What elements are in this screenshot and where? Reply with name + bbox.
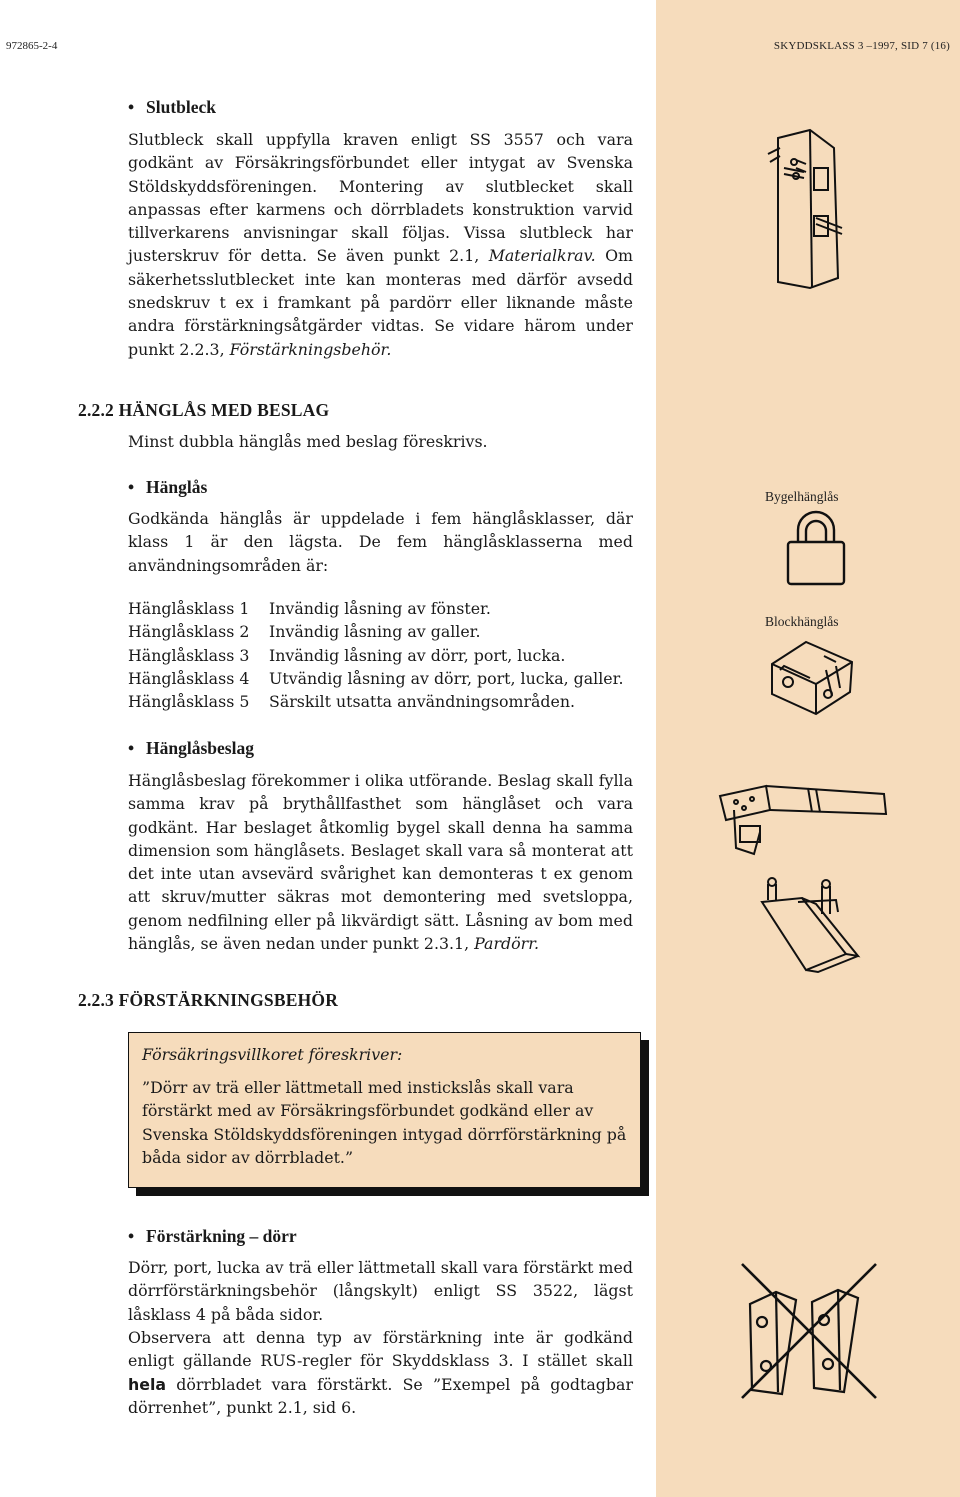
callout-title: Försäkringsvillkoret föreskriver: (142, 1045, 403, 1064)
list-item: Hänglåsklass 3 Invändig låsning av dörr, port, lucka. (128, 645, 566, 665)
list-item: Hänglåsklass 5 Särskilt utsatta användningsområden. (128, 692, 576, 712)
hanglas-heading: • Hänglås (128, 477, 208, 497)
hanglas-class-list (128, 597, 623, 713)
insurance-callout (128, 1032, 641, 1188)
block-padlock-illustration (766, 636, 856, 716)
slutbleck-paragraph: Slutbleck skall uppfylla kraven enligt SS 3557 och vara godkänt av Försäkringsförbundet eller intygat av Svenska Stöldskyddsföreningen. Montering av slutblecket skall anpassas efter karmens och dörrbladets konstruktion varvid tillverkarens anvisningar skall följas. Vissa slutbleck har justerskruv för detta. Se även punkt 2.1, Materialkrav. Om säkerhetsslutblecket inte kan monteras med därför avsedd snedskruv t ex i framkant på pardörr eller liknande måste andra förstärkningsåtgärder vidtas. Se vidare härom under punkt 2.2.3, Förstärkningsbehör. (128, 130, 634, 359)
bygelhanglas-label: Bygelhänglås (765, 489, 839, 504)
page-header: SKYDDSKLASS 3 –1997, SID 7 (16) (773, 40, 950, 52)
forstarkning-paragraph-2: Observera att denna typ av förstärkning inte är godkänd enligt gällande RUS-regler för Skyddsklass 3. I stället skall hela dörrbladet vara förstärkt. Se ”Exempel på godtagbar dörrenhet”, punkt 2.1, sid 6. (128, 1328, 633, 1417)
hanglasbeslag-heading: • Hänglåsbeslag (128, 738, 254, 758)
slutbleck-heading: • Slutbleck (128, 97, 217, 117)
hanglas-paragraph: Godkända hänglås är uppdelade i fem hänglåsklasser, där klass 1 är den lägsta. De fem hänglåsklasserna med användningsområden är: (128, 509, 633, 575)
door-reinforcement-illustration (740, 1262, 880, 1402)
callout-body: ”Dörr av trä eller lättmetall med instickslås skall vara förstärkt med av Försäkringsförbundet godkänd eller av Svenska Stöldskyddsföreningen intygad dörrförstärkning på båda sidor av dörrbladet.” (142, 1078, 627, 1167)
list-item: Hänglåsklass 4 Utvändig låsning av dörr, port, lucka, galler. (128, 668, 624, 688)
list-item: Hänglåsklass 2 Invändig låsning av galler. (128, 622, 481, 642)
strike-plate-illustration (766, 128, 848, 290)
section-223-heading: 2.2.3 FÖRSTÄRKNINGSBEHÖR (78, 990, 339, 1010)
blockhanglas-label: Blockhänglås (765, 614, 839, 629)
hasp-illustration (716, 780, 892, 860)
slutbleck-title: Slutbleck (146, 97, 217, 117)
padlock-illustration (784, 510, 848, 588)
section-222-intro: Minst dubbla hänglås med beslag föreskrivs. (128, 432, 488, 451)
document-id: 972865-2-4 (6, 40, 58, 52)
hanglasbeslag-paragraph: Hänglåsbeslag förekommer i olika utförande. Beslag skall fylla samma krav på brythållfasthet som hänglåset och vara godkänt. Har beslaget åtkomlig bygel skall denna ha samma dimension som hänglåsets. Beslaget skall vara så monterat att det inte utan avsevärd svårighet kan demonteras t ex genom att skruv/mutter säkras mot demontering med svetsloppa, genom nedfilning eller på likvärdigt sätt. Låsning av bom med hänglås, se även nedan under punkt 2.3.1, Pardörr. (128, 771, 633, 954)
section-222-heading: 2.2.2 HÄNGLÅS MED BESLAG (78, 400, 330, 420)
bolt-fitting-illustration (758, 874, 862, 974)
forstarkning-paragraph-1: Dörr, port, lucka av trä eller lättmetall skall vara förstärkt med dörrförstärkningsbehör (långskylt) enligt SS 3522, lägst låsklass 4 på båda sidor. (128, 1258, 633, 1324)
list-item: Hänglåsklass 1 Invändig låsning av fönster. (128, 599, 491, 618)
forstarkning-heading: • Förstärkning – dörr (128, 1226, 297, 1246)
